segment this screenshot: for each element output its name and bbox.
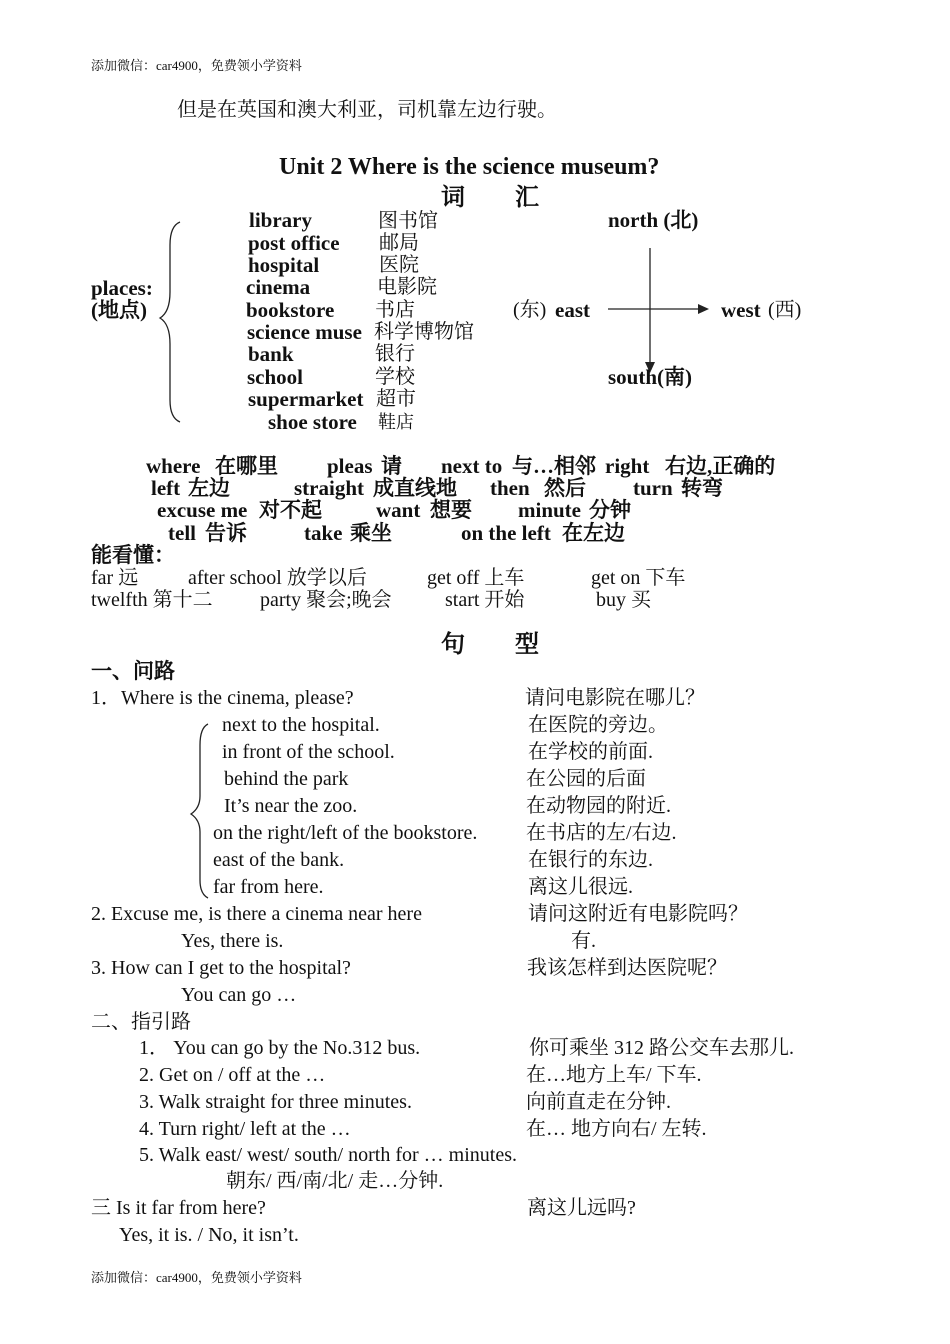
intro-line: 但是在英国和澳大利亚，司机靠左边行驶。: [177, 99, 557, 121]
place-cn: 学校: [375, 366, 415, 388]
direction-en: 3. Walk straight for three minutes.: [139, 1091, 412, 1113]
word-en: straight: [294, 476, 364, 500]
word-cn: 请: [381, 454, 402, 478]
answer-en: It’s near the zoo.: [224, 795, 358, 817]
understand-label: 能看懂：: [91, 543, 175, 567]
place-en: cinema: [246, 275, 311, 299]
direction-cn: 在…地方上车/ 下车.: [526, 1064, 702, 1086]
footer-note: 添加微信：car4900，免费领小学资料: [91, 1270, 302, 1285]
compass-west: west: [721, 298, 761, 322]
unit-title: Unit 2 Where is the science museum?: [279, 154, 660, 180]
word-cn: 右边,正确的: [665, 454, 776, 478]
word-en: pleas: [327, 454, 373, 478]
understand-word: far 远: [91, 567, 139, 589]
q3-en: 3. How can I get to the hospital?: [91, 957, 351, 979]
compass-east-cn: (东): [513, 299, 547, 321]
place-cn: 科学博物馆: [374, 321, 474, 343]
understand-word: get on 下车: [591, 567, 686, 589]
answer-en: on the right/left of the bookstore.: [213, 822, 478, 844]
answer-cn: 在银行的东边.: [528, 849, 653, 871]
q1-en: 1．Where is the cinema, please?: [91, 687, 354, 709]
answers-brace: [191, 724, 208, 898]
section2-title: 二、指引路: [91, 1011, 191, 1033]
word-cn: 乘坐: [350, 521, 392, 545]
place-cn: 鞋店: [378, 412, 414, 432]
word-cn: 对不起: [259, 498, 322, 522]
word-cn: 在哪里: [215, 454, 278, 478]
understand-word: start 开始: [445, 589, 525, 611]
word-en: turn: [633, 476, 673, 500]
answer-cn: 在医院的旁边。: [528, 714, 668, 736]
word-en: where: [146, 454, 201, 478]
place-en: library: [249, 208, 312, 232]
word-cn: 左边: [188, 476, 230, 500]
understand-word: twelfth 第十二: [91, 589, 213, 611]
compass-north: north (北): [608, 208, 699, 232]
direction-en: 5. Walk east/ west/ south/ north for … minutes.: [139, 1144, 517, 1166]
word-en: then: [490, 476, 530, 500]
place-cn: 图书馆: [378, 210, 438, 232]
direction5-cn: 朝东/ 西/南/北/ 走…分钟.: [226, 1170, 444, 1192]
direction-cn: 向前直走在分钟.: [526, 1091, 671, 1113]
places-brace: [160, 222, 180, 422]
word-cn: 转弯: [681, 476, 723, 500]
place-en: bank: [248, 342, 294, 366]
compass-west-arrowhead: [698, 304, 709, 314]
answer-en: in front of the school.: [222, 741, 395, 763]
word-en: right: [605, 454, 650, 478]
q2-cn: 请问这附近有电影院吗？: [528, 903, 748, 925]
answer-cn: 离这儿很远.: [528, 876, 633, 898]
place-cn: 邮局: [379, 232, 419, 254]
understand-word: buy 买: [596, 589, 651, 611]
answer-cn: 在动物园的附近.: [526, 795, 671, 817]
place-cn: 银行: [375, 343, 415, 365]
answer-en: next to the hospital.: [222, 714, 380, 736]
vocab-heading: 词 汇: [441, 185, 561, 211]
compass-south: south(南): [608, 365, 693, 389]
sentence-heading: 句 型: [441, 632, 561, 658]
answer-cn: 在书店的左/右边.: [526, 822, 677, 844]
direction-en: 1． You can go by the No.312 bus.: [139, 1037, 421, 1059]
place-en: hospital: [248, 253, 320, 277]
word-cn: 分钟: [589, 498, 631, 522]
place-cn: 电影院: [377, 276, 437, 298]
answer-en: east of the bank.: [213, 849, 345, 871]
answer-en: far from here.: [213, 876, 324, 898]
word-cn: 告诉: [205, 521, 247, 545]
q2-answer-en: Yes, there is.: [181, 930, 284, 952]
word-en: tell: [168, 521, 196, 545]
answer-cn: 在公园的后面: [526, 768, 646, 790]
place-en: science muse: [247, 320, 362, 344]
word-en: minute: [518, 498, 581, 522]
understand-word: party 聚会;晚会: [260, 589, 392, 611]
word-cn: 然后: [544, 476, 586, 500]
place-cn: 医院: [379, 254, 419, 276]
place-en: school: [247, 365, 304, 389]
place-en: post office: [248, 231, 340, 255]
q1-cn: 请问电影院在哪儿？: [525, 687, 705, 709]
answer-en: behind the park: [224, 768, 349, 790]
q2-answer-cn: 有.: [571, 930, 596, 952]
direction-en: 4. Turn right/ left at the …: [139, 1118, 351, 1140]
places-label: places:: [91, 276, 153, 300]
compass-west-cn: (西): [768, 299, 802, 321]
word-en: want: [376, 498, 421, 522]
word-en: excuse me: [157, 498, 248, 522]
word-en: left: [151, 476, 181, 500]
word-en: take: [304, 521, 343, 545]
answer-cn: 在学校的前面.: [528, 741, 653, 763]
section3-cn: 离这儿远吗?: [527, 1197, 636, 1219]
direction-cn: 在… 地方向右/ 左转.: [526, 1118, 707, 1140]
compass-east: east: [555, 298, 590, 322]
understand-word: get off 上车: [427, 567, 525, 589]
place-cn: 超市: [376, 388, 416, 410]
word-cn: 在左边: [562, 521, 625, 545]
place-en: shoe store: [268, 410, 357, 434]
q3-cn: 我该怎样到达医院呢？: [527, 957, 727, 979]
understand-word: after school 放学以后: [188, 567, 367, 589]
places-label-cn: (地点): [91, 298, 147, 322]
section3-answer: Yes, it is. / No, it isn’t.: [119, 1224, 299, 1246]
word-en: on the left: [461, 521, 551, 545]
direction-cn: 你可乘坐 312 路公交车去那儿.: [529, 1037, 794, 1059]
place-en: bookstore: [246, 298, 335, 322]
q2-en: 2. Excuse me, is there a cinema near here: [91, 903, 422, 925]
header-note: 添加微信：car4900，免费领小学资料: [91, 58, 302, 73]
place-cn: 书店: [375, 299, 415, 321]
q3-answer: You can go …: [181, 984, 297, 1006]
word-cn: 想要: [430, 498, 472, 522]
word-cn: 成直线地: [373, 476, 457, 500]
place-en: supermarket: [248, 387, 364, 411]
section1-title: 一、问路: [91, 659, 175, 683]
section3-en: 三 Is it far from here?: [91, 1197, 266, 1219]
word-cn: 与…相邻: [512, 454, 596, 478]
direction-en: 2. Get on / off at the …: [139, 1064, 326, 1086]
word-en: next to: [441, 454, 503, 478]
